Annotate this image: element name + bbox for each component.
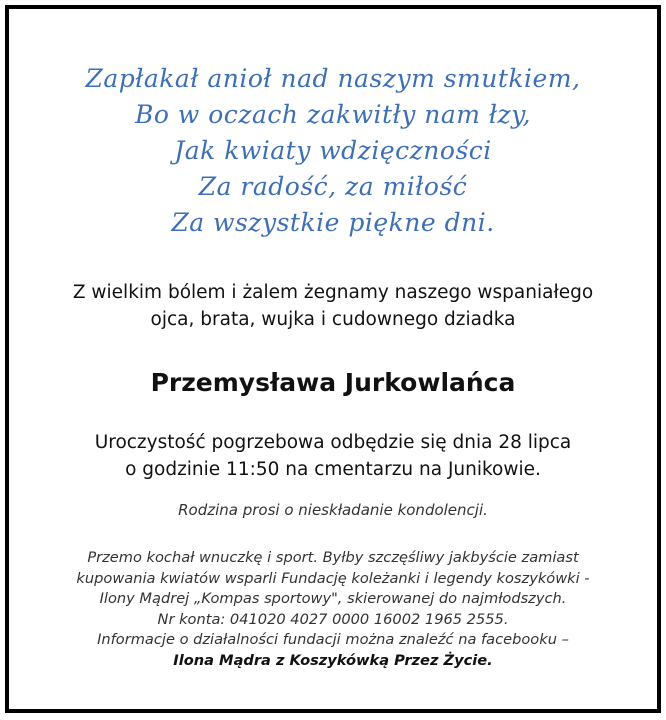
info-line: kupowania kwiatów wsparli Fundację koleżanki i legendy koszykówki - (76, 569, 590, 587)
foundation-info (9, 548, 657, 671)
poem (9, 61, 657, 241)
deceased-name: Przemysława Jurkowlańca (150, 368, 516, 397)
intro-line: Z wielkim bólem i żalem żegnamy naszego wspaniałego (72, 282, 594, 303)
ceremony-info (9, 429, 657, 483)
ceremony-line: Uroczystość pogrzebowa odbędzie się dnia 28 lipca (94, 432, 572, 453)
poem-line: Za radość, za miłość (198, 172, 468, 201)
poem-line: Za wszystkie piękne dni. (171, 208, 495, 237)
intro-line: ojca, brata, wujka i cudownego dziadka (150, 309, 516, 330)
info-line: Ilony Mądrej „Kompas sportowy", skierowanej do najmłodszych. (99, 590, 567, 607)
intro-text (9, 279, 657, 333)
poem-line: Jak kwiaty wdzięczności (174, 136, 492, 165)
info-line: Przemo kochał wnuczkę i sport. Byłby szczęśliwy jakbyście zamiast (87, 549, 579, 566)
info-line: Informacje o działalności fundacji można znaleźć na facebooku – (97, 631, 569, 648)
ceremony-line: o godzinie 11:50 na cmentarzu na Junikowie. (125, 459, 541, 480)
family-note: Rodzina prosi o nieskładanie kondolencji. (178, 501, 488, 519)
poem-line: Bo w oczach zakwitły nam łzy, (135, 100, 531, 129)
info-line: Nr konta: 041020 4027 0000 16002 1965 2555. (157, 610, 509, 628)
obituary-frame (5, 5, 661, 713)
poem-line: Zapłakał anioł nad naszym smutkiem, (85, 64, 581, 93)
foundation-name: Ilona Mądra z Koszykówką Przez Życie. (173, 651, 493, 669)
